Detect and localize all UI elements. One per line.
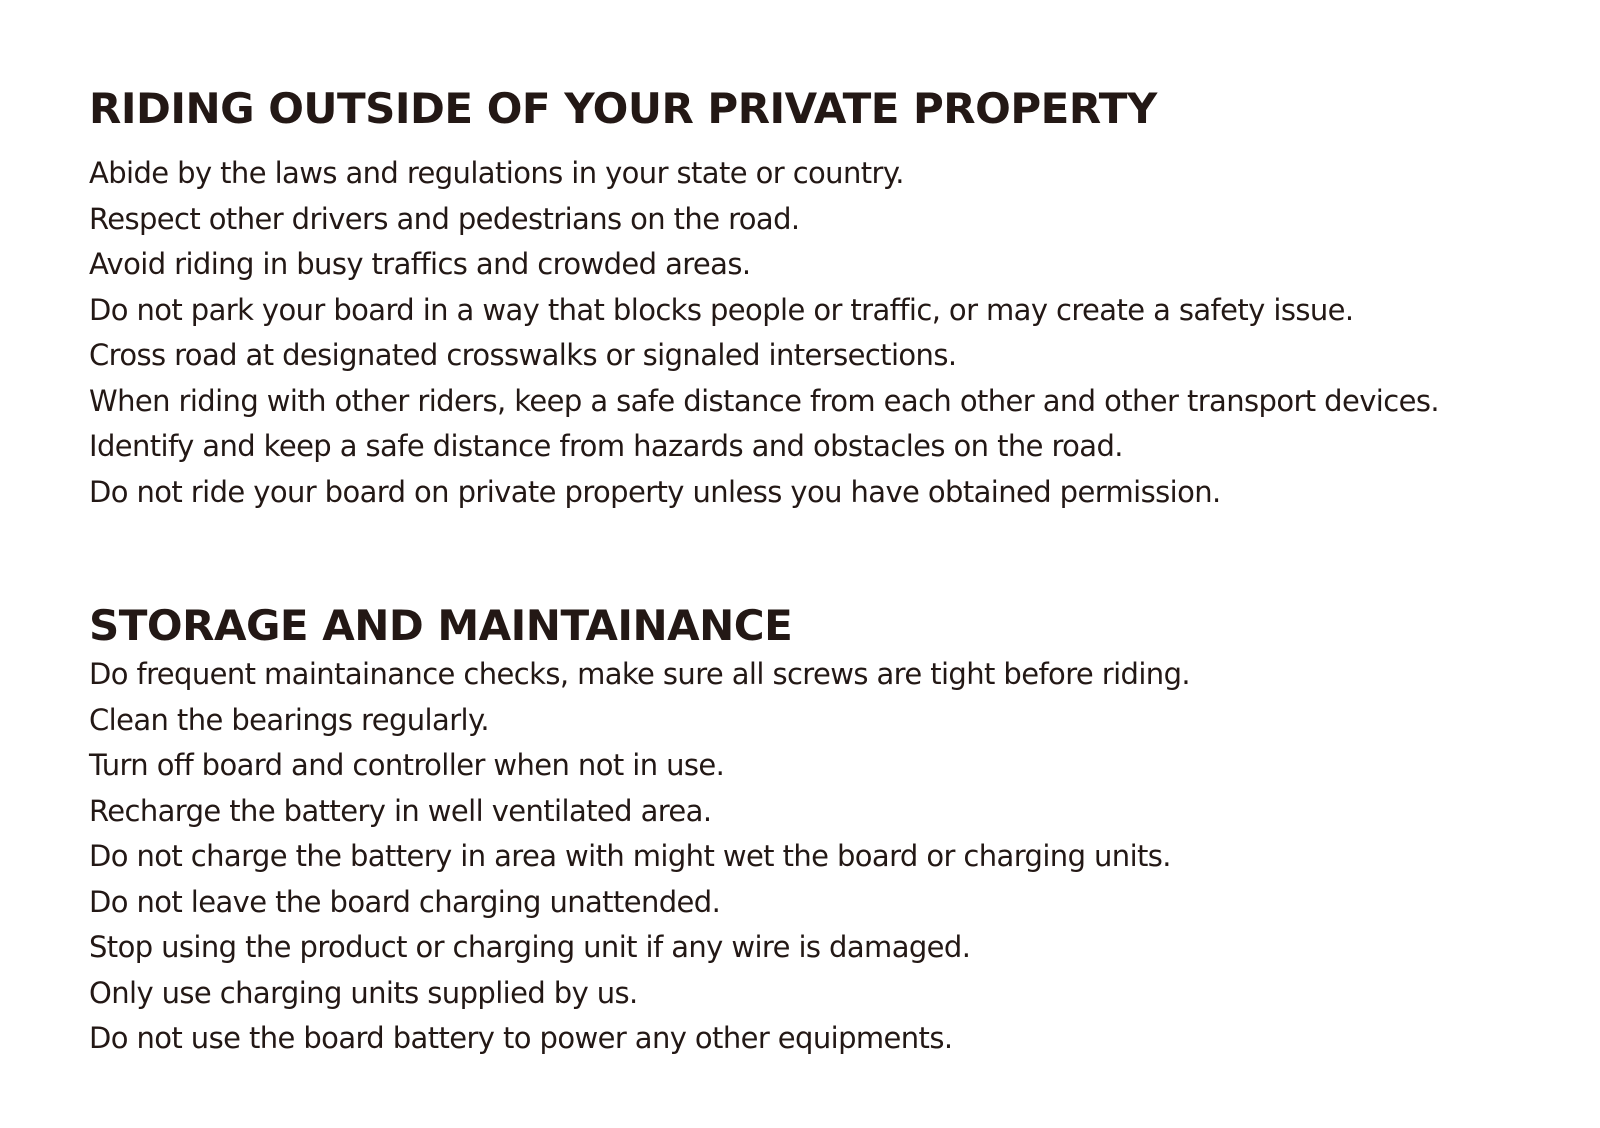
list-item: Do not ride your board on private property unless you have obtained permission.: [89, 474, 1221, 509]
list-item: Do not leave the board charging unattended.: [89, 884, 721, 919]
list-item: Identify and keep a safe distance from hazards and obstacles on the road.: [89, 429, 1123, 463]
list-item: Cross road at designated crosswalks or signaled intersections.: [89, 338, 957, 372]
list-item: Turn off board and controller when not in use.: [89, 748, 725, 782]
list-item: Clean the bearings regularly.: [89, 702, 490, 737]
list-item: Do not park your board in a way that blocks people or traffic, or may create a safety issue.: [89, 292, 1354, 327]
storage-rules-list: [89, 652, 1190, 1062]
list-item: Stop using the product or charging unit if any wire is damaged.: [89, 930, 971, 964]
riding-rules-list: [89, 151, 1509, 515]
section-heading-riding: RIDING OUTSIDE OF YOUR PRIVATE PROPERTY: [89, 84, 1157, 133]
list-item: Do not charge the battery in area with might wet the board or charging units.: [89, 839, 1171, 873]
list-item: Abide by the laws and regulations in your state or country.: [89, 156, 904, 190]
list-item: Recharge the battery in well ventilated area.: [89, 793, 712, 828]
list-item: Do not use the board battery to power any other equipments.: [89, 1021, 953, 1055]
list-item: Respect other drivers and pedestrians on the road.: [89, 201, 800, 236]
list-item: Only use charging units supplied by us.: [89, 975, 638, 1010]
list-item: When riding with other riders, keep a safe distance from each other and other transport devices.: [89, 383, 1439, 418]
list-item: Do frequent maintainance checks, make sure all screws are tight before riding.: [89, 657, 1190, 691]
section-heading-storage: STORAGE AND MAINTAINANCE: [89, 601, 793, 650]
list-item: Avoid riding in busy traffics and crowded areas.: [89, 247, 751, 281]
